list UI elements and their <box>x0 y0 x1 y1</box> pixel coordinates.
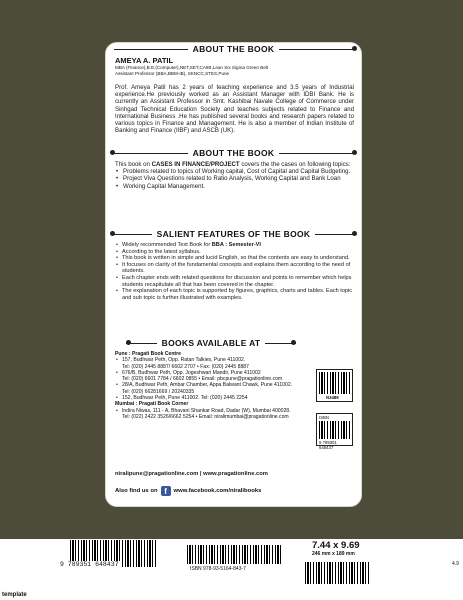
mumbai-store-heading: Mumbai : Pragati Book Corner <box>115 401 189 408</box>
store-entry: • Indira Niwas, 111 - A, Bhavani Shankar Road, Dadar (W), Mumbai 400028. Tel: (022) 2422 3526/6662 5254 • Email: niralimumbai@pragationline.com <box>115 408 305 421</box>
list-item: • Project Viva Questions related to Ratio Analysis, Working Capital and Bank Loan <box>115 175 354 182</box>
isbn-text: ISBN 978-93-5164-843-7 <box>190 566 246 572</box>
mumbai-store-list <box>115 408 305 421</box>
section-header-salient <box>106 228 361 240</box>
social-row <box>115 485 261 497</box>
list-item: • Working Capital Management. <box>115 183 354 190</box>
barcode-number: 9 789351 648437 <box>319 440 337 450</box>
about-book-text <box>115 161 354 190</box>
barcode-image <box>319 421 350 439</box>
store-entry: • 676/B, Budhwar Peth, Opp. Jogeshwari Mandir, Pune 411002 Tel: (020) 6601 7784 / 6602 0855 • Email: pbcpune@pragationline.com <box>115 370 305 383</box>
trim-size-mm: 246 mm x 189 mm <box>312 551 355 557</box>
store-entry: • 157, Budhwar Peth, Opp. Ratan Talkies, Pune 411002. Tel: (020) 2445 8887/ 6602 2707 • Fax: (020) 2445 8887 <box>115 357 305 370</box>
issn-label: ISBN <box>319 415 330 420</box>
isbn-digits: 9 789351 648437 <box>60 561 119 568</box>
content-panel <box>105 42 362 507</box>
about-book-heading: ABOUT THE BOOK <box>188 44 280 54</box>
price-barcode <box>305 562 369 584</box>
section-header-about <box>106 43 361 55</box>
about-book-heading-2: ABOUT THE BOOK <box>188 148 280 158</box>
author-bio: Prof. Ameya Patil has 2 years of teaching experience and 3.5 years of Industrial experience.He previously worked as an Assistant Manager with IDBI Bank. He is currently an Assistant Professor in Smt. Kashibai Navale College of Commerce under Sinhgad Technical Education Society and teaches subjects related to Finance and International Business .He has published several books and research papers related to various topics in Finance and Management. He is also a member of Indian Institute of Banking and Finance (IIBF) and ASCB (UK). <box>115 84 354 135</box>
salient-list <box>115 242 354 301</box>
code-box-2 <box>316 413 353 450</box>
store-entry: • 152, Budhwar Peth, Pune 411002. Tel: (020) 2445 2254 <box>115 395 305 401</box>
list-item: • Each chapter ends with related questions for discussion and points to remember which helps students recapitulate all that has been covered in the chapter. <box>115 275 354 288</box>
list-item: • According to the latest syllabus. <box>115 249 354 256</box>
product-code: N3489 <box>326 395 339 400</box>
pune-store-heading: Pune : Pragati Book Centre <box>115 351 181 357</box>
list-item: • The explanation of each topic is supported by figures, graphics, charts and tables. Each topic and sub topic is further illustrated with examples. <box>115 288 354 301</box>
author-name: AMEYA A. PATIL <box>115 56 174 65</box>
list-item: • Problems related to topics of Working capital, Cost of Capital and Capital Budgeting. <box>115 168 354 175</box>
about-book-list <box>115 168 354 190</box>
list-item: • This book is written in simple and lucid English, so that the contents are easy to understand. <box>115 255 354 262</box>
facebook-link[interactable]: www.facebook.com/niralibooks <box>173 488 262 494</box>
list-item: • It focuses on clarity of the fundamental concepts and explains them according to the need of students. <box>115 262 354 275</box>
edge-mark: 4.9 <box>452 561 459 567</box>
barcode-image <box>319 372 350 394</box>
trim-size: 7.44 x 9.69 <box>312 540 360 551</box>
facebook-icon: f <box>161 486 171 496</box>
author-credentials-2: Assistant Professor (BBA,BBM-IB), SKNCC,STES,Pune <box>115 71 230 76</box>
code-box-1 <box>316 369 353 402</box>
isbn-barcode-2 <box>187 545 283 564</box>
author-credentials-1: MBA (Finance),B.E.(Computer),NET,SET,CAIIB,Lean Six Sigma Green Belt <box>115 65 269 70</box>
pune-store-list <box>115 357 305 401</box>
available-heading: BOOKS AVAILABLE AT <box>157 338 266 348</box>
salient-heading: SALIENT FEATURES OF THE BOOK <box>152 229 316 239</box>
salient-text <box>115 242 354 301</box>
about-book-intro: This book on CASES IN FINANCE/PROJECT covers the the cases on following topics: <box>115 161 351 168</box>
section-header-about-book <box>106 147 361 159</box>
contact-email-web: niralipune@pragationline.com | www.pragationline.com <box>115 471 268 477</box>
find-us-label: Also find us on <box>115 488 158 494</box>
template-label: template <box>2 592 27 598</box>
section-header-available <box>126 337 296 349</box>
store-entry: • 28/A, Budhwar Peth, Ambar Chamber, Appa Balwant Chawk, Pune 411002. Tel: (020) 66281669 / 20240335 <box>115 382 305 395</box>
store-list <box>115 351 305 420</box>
list-item: • Widely recommended Text Book for BBA : Semester-VI <box>115 242 354 249</box>
